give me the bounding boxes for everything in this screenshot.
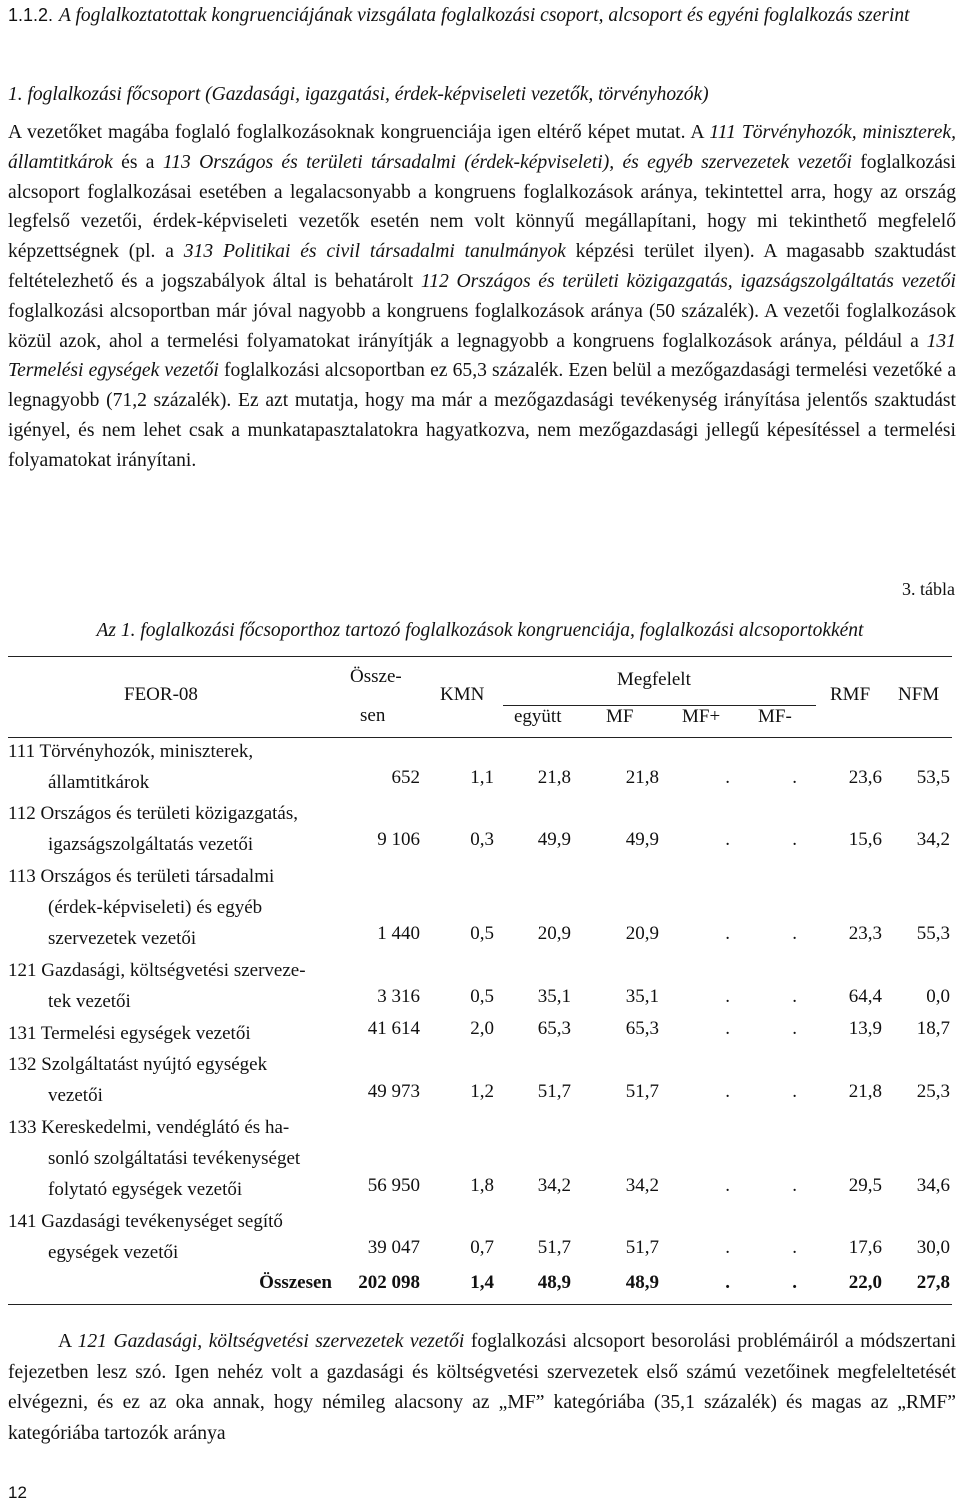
header-megfelelt: Megfelelt	[617, 669, 691, 690]
table-cell: 0,3	[470, 829, 494, 850]
header-osszesen-1: Össze-	[350, 666, 402, 687]
table-row-label: 112 Országos és területi közigazgatás, igazságszolgáltatás vezetői	[8, 803, 299, 856]
table-cell: 41 614	[367, 1018, 420, 1039]
total-cell: 27,8	[916, 1272, 950, 1293]
table-cell: 30,0	[916, 1237, 950, 1258]
table-cell: 9 106	[377, 829, 420, 850]
table-cell: 1,1	[470, 767, 494, 788]
table-cell: .	[792, 1018, 797, 1039]
table-cell: 51,7	[625, 1081, 659, 1102]
para-text: foglalkozási alcsoportban már jóval nagyobb a kongruens foglalkozások aránya (50 százalék). A vezetői foglalkozások közül azok, ahol a termelési folyamatokat irányítják a legnagyobb a kongruens foglalkozások aránya, például a	[8, 300, 956, 352]
table-cell: .	[725, 767, 730, 788]
table-cell: 0,5	[470, 923, 494, 944]
header-nfm: NFM	[898, 684, 940, 705]
para-text: foglalkozási alcsoportban ez 65,3 százalék. Ezen belül a mezőgazdasági termelési vezetőké a legnagyobb (71,2 százalék). Ez azt mutatja, hogy ma már a mezőgazdasági tevékenység irányítása jelentős szaktudást igényel, és nem lehet csak a munkatapasztalatokra hagyatkozva, nem mezőgazdasági jellegű képesítéssel a termelési folyamatokat irányítani.	[8, 360, 957, 471]
table-cell: 21,8	[625, 767, 659, 788]
table-cell: 21,8	[537, 767, 571, 788]
body-paragraph	[8, 118, 956, 476]
table-cell: .	[725, 1237, 730, 1258]
para-italic: 112 Országos és területi közigazgatás, igazságszolgáltatás vezetői	[420, 270, 957, 292]
table-cell: 20,9	[537, 923, 571, 944]
table-cell: .	[792, 767, 797, 788]
table-cell: 15,6	[848, 829, 882, 850]
table-cell: 0,5	[470, 986, 494, 1007]
total-cell: 1,4	[470, 1272, 494, 1293]
table-cell: 53,5	[916, 767, 950, 788]
table-cell: .	[725, 1175, 730, 1196]
table-cell: 29,5	[848, 1175, 882, 1196]
para-italic: 121 Gazdasági, költségvetési szervezetek vezetői	[77, 1331, 465, 1352]
table-cell: 34,2	[916, 829, 950, 850]
header-mf-minus: MF-	[758, 706, 792, 727]
table-cell: 65,3	[537, 1018, 571, 1039]
header-mf: MF	[606, 706, 634, 727]
table-cell: 20,9	[625, 923, 659, 944]
table-cell: 64,4	[848, 986, 882, 1007]
total-cell: 48,9	[625, 1272, 659, 1293]
table-row-label: 121 Gazdasági, költségvetési szerveze- tek vezetői	[8, 960, 306, 1013]
table-cell: 35,1	[625, 986, 659, 1007]
header-feor: FEOR-08	[124, 684, 198, 705]
para-italic: 111 Törvényhozók, miniszterek, államtitkárok	[8, 122, 956, 173]
total-cell: 22,0	[848, 1272, 882, 1293]
table-title: Az 1. foglalkozási főcsoporthoz tartozó foglalkozások kongruenciája, foglalkozási alcsoportokként	[96, 620, 864, 641]
table-cell: 18,7	[916, 1018, 950, 1039]
header-rmf: RMF	[830, 684, 871, 705]
table-cell: .	[725, 1081, 730, 1102]
para-text: A vezetőket magába foglaló foglalkozásoknak kongruenciája igen eltérő képet mutat. A	[8, 122, 710, 143]
table-cell: 51,7	[537, 1237, 571, 1258]
table-row-label: 132 Szolgáltatást nyújtó egységek vezetői	[8, 1054, 268, 1107]
table-cell: .	[725, 1018, 730, 1039]
table-cell: 2,0	[470, 1018, 494, 1039]
table-cell: 0,0	[926, 986, 950, 1007]
table-cell: 34,2	[537, 1175, 571, 1196]
bottom-paragraph: A 121 Gazdasági, költségvetési szervezetek vezetői foglalkozási alcsoport besorolási problémáiról a módszertani fejezetben lesz szó. Igen nehéz volt a gazdasági és költségvetési szervezetek első számú vezetőinek megfeleltetését elvégezni, és ez az oka annak, hogy némileg alacsony az „MF” kategóriába (35,1 százalék) és magas az „RMF” kategóriába tartozók aránya	[8, 1331, 957, 1444]
table-cell: 65,3	[625, 1018, 659, 1039]
header-egyutt: együtt	[514, 706, 562, 727]
total-cell: 48,9	[537, 1272, 571, 1293]
table-bottom-rule	[8, 1304, 952, 1305]
table-cell: 39 047	[367, 1237, 420, 1258]
table-cell: 34,6	[916, 1175, 950, 1196]
subheading: 1. foglalkozási főcsoport (Gazdasági, igazgatási, érdek-képviseleti vezetők, törvényhozók)	[8, 84, 709, 105]
header-kmn: KMN	[440, 684, 485, 705]
total-cell: 202 098	[358, 1272, 420, 1293]
para-italic: 131 Termelési egységek vezetői	[8, 330, 956, 382]
table-cell: .	[725, 829, 730, 850]
table-cell: 13,9	[848, 1018, 882, 1039]
header-mf-plus: MF+	[682, 706, 721, 727]
table-cell: 1,8	[470, 1175, 494, 1196]
table-cell: 21,8	[848, 1081, 882, 1102]
page-number: 12	[8, 1483, 27, 1502]
table-cell: 55,3	[916, 923, 950, 944]
table-cell: 23,3	[848, 923, 882, 944]
total-cell: .	[725, 1272, 730, 1293]
para-text: és a	[112, 151, 163, 173]
table-row-label: 113 Országos és területi társadalmi (érdek-képviseleti) és egyéb szervezetek vezetői	[8, 866, 275, 950]
table-cell: 35,1	[537, 986, 571, 1007]
table-cell: 17,6	[848, 1237, 882, 1258]
table-cell: 0,7	[470, 1237, 494, 1258]
table-cell: 3 316	[377, 986, 420, 1007]
table-cell: 49,9	[537, 829, 571, 850]
table-cell: 652	[391, 767, 420, 788]
table-row-label: 131 Termelési egységek vezetői	[8, 1023, 251, 1044]
table-row-label: 111 Törvényhozók, miniszterek, államtitkárok	[8, 741, 254, 794]
table-cell: .	[792, 1237, 797, 1258]
table-cell: .	[725, 986, 730, 1007]
table-cell: .	[792, 1175, 797, 1196]
para-italic: 113 Országos és területi társadalmi (érdek-képviseleti), és egyéb szervezetek vezetői	[162, 151, 852, 173]
total-cell: .	[792, 1272, 797, 1293]
table-cell: 34,2	[625, 1175, 659, 1196]
table-cell: 56 950	[367, 1175, 420, 1196]
para-text: foglalkozási alcsoport foglalkozásai esetében a legalacsonyabb a kongruens foglalkozások aránya, tekintettel arra, hogy az ország legfelső vezetői, érdek-képviseleti vezetők esetén nem volt könnyű megállapítani, hogy mi tekinthető megfelelő képzettségnek (pl. a	[8, 151, 956, 263]
table-cell: 51,7	[625, 1237, 659, 1258]
table-cell: .	[792, 986, 797, 1007]
table-cell: .	[725, 923, 730, 944]
section-heading	[8, 0, 953, 31]
table-cell: 49,9	[625, 829, 659, 850]
table-cell: 51,7	[537, 1081, 571, 1102]
para-text: képzési terület ilyen). A magasabb szaktudást feltételezhető és a jogszabályok által is behatárolt	[8, 241, 956, 292]
table-cell: .	[792, 923, 797, 944]
table-cell: 23,6	[848, 767, 882, 788]
table-cell: 1 440	[377, 923, 420, 944]
table-number: 3. tábla	[902, 579, 955, 599]
table-cell: 49 973	[367, 1081, 420, 1102]
table-row-label: 133 Kereskedelmi, vendéglátó és ha- sonló szolgáltatási tevékenységet folytató egységek vezetői	[8, 1117, 301, 1201]
table-row-label: 141 Gazdasági tevékenységet segítő egységek vezetői	[8, 1211, 283, 1264]
total-label: Összesen	[259, 1272, 332, 1293]
table-cell: .	[792, 1081, 797, 1102]
table-cell: 1,2	[470, 1081, 494, 1102]
para-italic: 313 Politikai és civil társadalmi tanulmányok	[183, 241, 566, 263]
header-osszesen-2: sen	[360, 705, 386, 726]
table-top-rule	[8, 656, 952, 657]
table-cell: .	[792, 829, 797, 850]
table-cell: 25,3	[916, 1081, 950, 1102]
section-number: 1.1.2.	[8, 5, 54, 25]
section-title: A foglalkoztatottak kongruenciájának vizsgálata foglalkozási csoport, alcsoport és egyéni foglalkozás szerint	[59, 5, 910, 26]
